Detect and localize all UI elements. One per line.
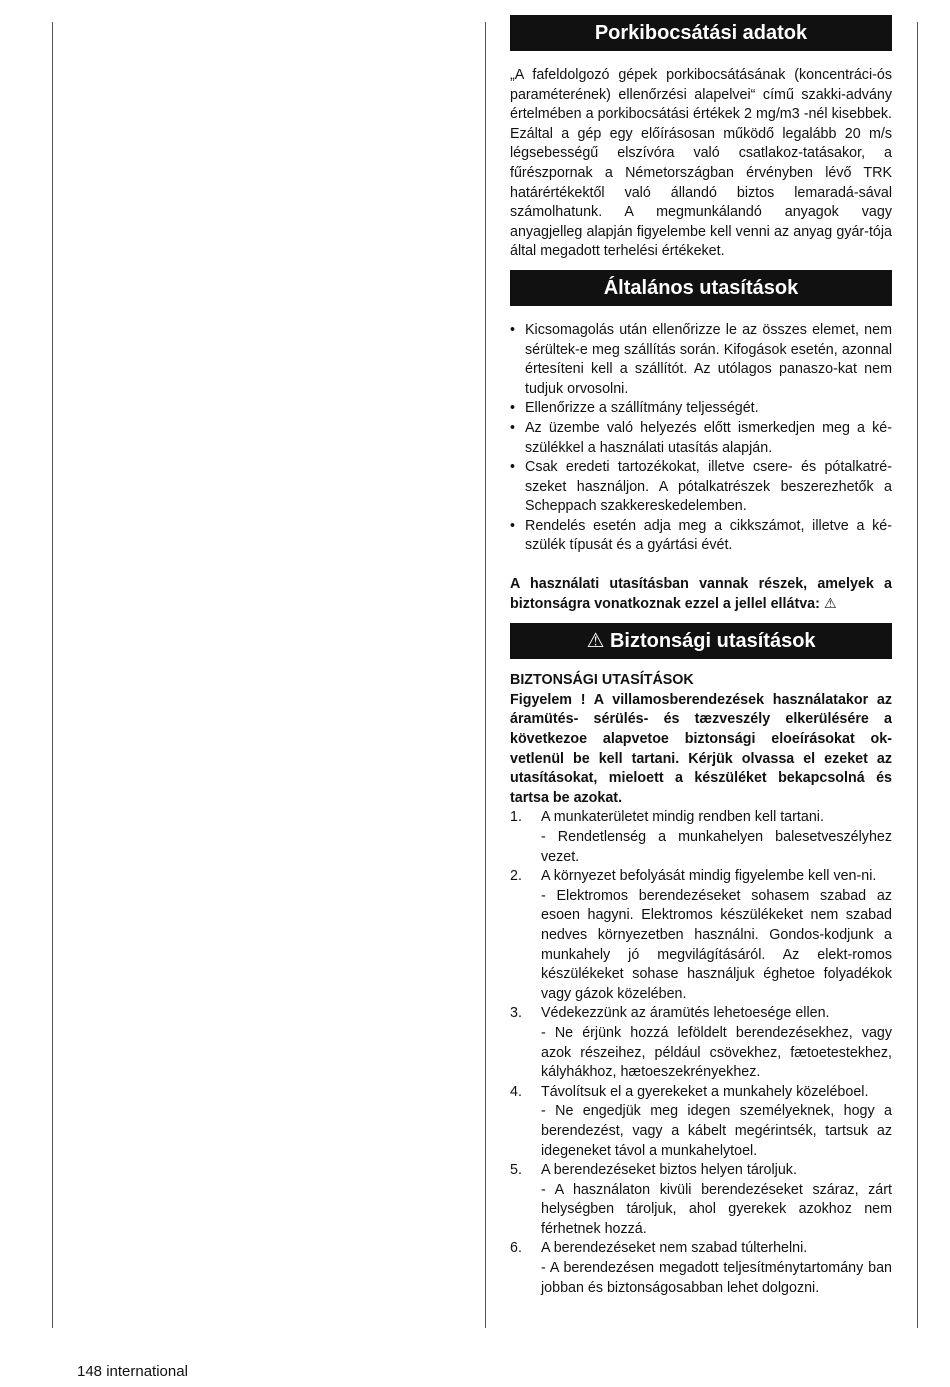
item-text: A berendezéseket biztos helyen tároljuk.: [541, 1162, 797, 1179]
numbered-item: [510, 1004, 892, 1082]
item-number: 5.: [510, 1162, 522, 1179]
item-text: A berendezéseket nem szabad túlterhelni.: [541, 1240, 808, 1257]
item-number: 3.: [510, 1005, 522, 1022]
right-column: [510, 15, 892, 1298]
safety-numbered-list: [510, 808, 892, 1298]
numbered-item: [510, 808, 892, 867]
item-text: Távolítsuk el a gyerekeket a munkahely közeléboel.: [541, 1083, 869, 1100]
item-number: 6.: [510, 1240, 522, 1257]
item-text: A környezet befolyását mindig figyelembe kell ven-ni.: [541, 868, 877, 885]
item-subtext: - Rendetlenség a munkahelyen balesetveszélyhez vezet.: [541, 829, 892, 865]
list-item: • Ellenőrizze a szállítmány teljességét.: [510, 399, 892, 419]
left-margin-rule: [52, 22, 53, 1328]
section-header-altalanos: Általános utasítások: [510, 270, 892, 306]
safety-subtitle: BIZTONSÁGI UTASÍTÁSOK: [510, 672, 694, 689]
item-text: A munkaterületet mindig rendben kell tartani.: [541, 809, 824, 826]
page-footer: 148 international: [77, 1363, 188, 1380]
list-item: • Az üzembe való helyezés előtt ismerkedjen meg a ké-szülékkel a használati utasítás alapján.: [510, 419, 892, 458]
right-margin-rule: [917, 22, 918, 1328]
item-subtext: - Elektromos berendezéseket sohasem szabad az esoen hagyni. Elektromos készülékeket nem szabad nedves környezetben használni. Gondos-kodjunk a munkahely jó megvilágításáról. Az elekt-romos készülékeket sohase használjuk éghetoe folyadékok vagy gázok közelében.: [541, 887, 892, 1002]
numbered-item: [510, 1083, 892, 1161]
column-divider-rule: [485, 22, 486, 1328]
numbered-item: [510, 1161, 892, 1239]
numbered-item: [510, 1239, 892, 1298]
item-number: 4.: [510, 1083, 522, 1100]
item-subtext: - A használaton kivüli berendezéseket száraz, zárt helységben tároljuk, ahol gyerekek azokhoz nem férhetnek hozzá.: [541, 1181, 892, 1237]
section-header-biztonsagi: ⚠ Biztonsági utasítások: [510, 623, 892, 659]
item-number: 2.: [510, 868, 522, 885]
item-subtext: - A berendezésen megadott teljesítménytartomány ban jobban és biztonságosabban lehet dolgozni.: [541, 1260, 892, 1296]
safety-warning-paragraph: Figyelem ! A villamosberendezések használatakor az áramütés- sérülés- és tæzveszély elkerülésére a következoe alapvetoe biztonsági eloeírásokat ok-vetlenül be kell tartani. Kérjük olvassa el ezeket az utasításokat, mieloett a készüléket bekapcsolná és tartsa be azokat.: [510, 691, 892, 806]
porkibocsatasi-paragraph: „A fafeldolgozó gépek porkibocsátásának (koncentráci-ós paraméterének) ellenőrzési alapelvei“ című szakki-advány értelmében a porkibocsátási értékek 2 mg/m3 -nél kisebbek. Ezáltal a gép egy előírásosan működő legalább 20 m/s légsebességű elszívóra való csatlakoz-tatásakor, a fűrészpornak a Németországban érvényben lévő TRK határértékektől való állandó biztos lemaradá-sával számolhatunk. A megmunkálandó anyagok vagy anyagjelleg alapján figyelembe kell venni az anyag gyár-tója által megadott terhelési értékeket.: [510, 67, 892, 260]
item-number: 1.: [510, 809, 522, 826]
section-header-porkibocsatasi: Porkibocsátási adatok: [510, 15, 892, 51]
numbered-item: [510, 867, 892, 1004]
item-subtext: - Ne érjünk hozzá leföldelt berendezésekhez, vagy azok részeihez, például csövekhez, fætoetestekhez, kályhákhoz, hætoeszekrényekhez.: [541, 1024, 892, 1081]
list-item: • Csak eredeti tartozékokat, illetve csere- és pótalkatré-szeket használjon. A pótalkatrészek beszerezhetők a Scheppach szakkereskedelemben.: [510, 458, 892, 517]
list-item: • Kicsomagolás után ellenőrizze le az összes elemet, nem sérültek-e meg szállítás során. Kifogások esetén, azonnal értesíteni kell a szállítót. Az utólagos panaszo-kat nem tudjuk orvosolni.: [510, 321, 892, 399]
item-text: Védekezzünk az áramütés lehetoesége ellen.: [541, 1005, 830, 1022]
general-instructions-list: [510, 321, 892, 556]
item-subtext: - Ne engedjük meg idegen személyeknek, hogy a berendezést, vagy a kábelt megérintsék, tartsuk az idegeneket távol a munkahelytoel.: [541, 1103, 892, 1159]
list-item: • Rendelés esetén adja meg a cikkszámot, illetve a ké-szülék típusát és a gyártási évét.: [510, 517, 892, 556]
safety-symbol-note: A használati utasításban vannak részek, amelyek a biztonságra vonatkoznak ezzel a jellel ellátva: ⚠: [510, 576, 892, 612]
